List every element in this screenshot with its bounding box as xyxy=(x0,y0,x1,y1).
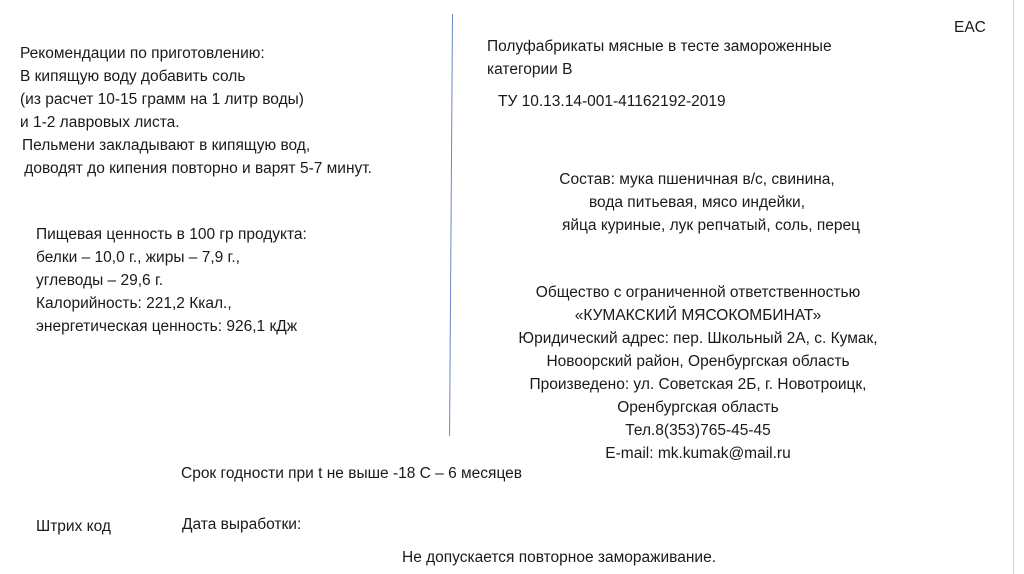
nutrition-facts xyxy=(36,223,307,338)
product-title-line: категории В xyxy=(487,61,573,78)
nutrition-line: энергетическая ценность: 926,1 кДж xyxy=(36,318,298,335)
cooking-line: Пельмени закладывают в кипящую вод, xyxy=(22,137,311,154)
composition-line: яйца куриные, лук репчатый, соль, перец xyxy=(561,217,861,234)
manufacturer-info xyxy=(478,281,918,465)
product-title-line: Полуфабрикаты мясные в тесте замороженные xyxy=(487,38,832,55)
cooking-line: (из расчет 10-15 грамм на 1 литр воды) xyxy=(20,91,304,108)
vertical-divider xyxy=(449,14,453,436)
cooking-line: доводят до кипения повторно и варят 5-7 минут. xyxy=(20,160,372,177)
product-title xyxy=(487,35,832,81)
manufacturer-line: «КУМАКСКИЙ МЯСОКОМБИНАТ» xyxy=(574,307,822,324)
manufacturer-line: Юридический адрес: пер. Школьный 2А, с. Кумак, xyxy=(518,330,878,347)
nutrition-line: Пищевая ценность в 100 гр продукта: xyxy=(36,226,307,243)
nutrition-line: Калорийность: 221,2 Ккал., xyxy=(36,295,232,312)
barcode-label: Штрих код xyxy=(36,518,111,535)
manufacturer-line: Тел.8(353)765-45-45 xyxy=(625,422,771,439)
manufacturer-line: Оренбургская область xyxy=(617,399,779,416)
nutrition-line: углеводы – 29,6 г. xyxy=(36,272,164,289)
cooking-recommendations xyxy=(20,42,372,180)
manufacturer-line: Новоорский район, Оренбургская область xyxy=(546,353,850,370)
manufacturer-email: E-mail: mk.kumak@mail.ru xyxy=(605,445,791,462)
composition xyxy=(528,168,908,237)
no-refreeze-notice: Не допускается повторное замораживание. xyxy=(402,549,717,566)
nutrition-line: белки – 10,0 г., жиры – 7,9 г., xyxy=(36,249,240,266)
cooking-line: и 1-2 лавровых листа. xyxy=(20,114,180,131)
composition-line: Состав: мука пшеничная в/с, свинина, xyxy=(559,171,835,188)
manufacturer-line: Произведено: ул. Советская 2Б, г. Новотроицк, xyxy=(529,376,867,393)
manufacturer-line: Общество с ограниченной ответственностью xyxy=(535,284,861,301)
eac-mark: EAC xyxy=(954,19,986,36)
cooking-line: Рекомендации по приготовлению: xyxy=(20,45,265,62)
composition-line: вода питьевая, мясо индейки, xyxy=(588,194,806,211)
shelf-life: Срок годности при t не выше -18 С – 6 месяцев xyxy=(181,465,523,482)
tu-code: ТУ 10.13.14-001-41162192-2019 xyxy=(498,93,726,110)
production-date-label: Дата выработки: xyxy=(182,516,302,533)
page-edge-line xyxy=(1013,0,1014,574)
cooking-line: В кипящую воду добавить соль xyxy=(20,68,246,85)
